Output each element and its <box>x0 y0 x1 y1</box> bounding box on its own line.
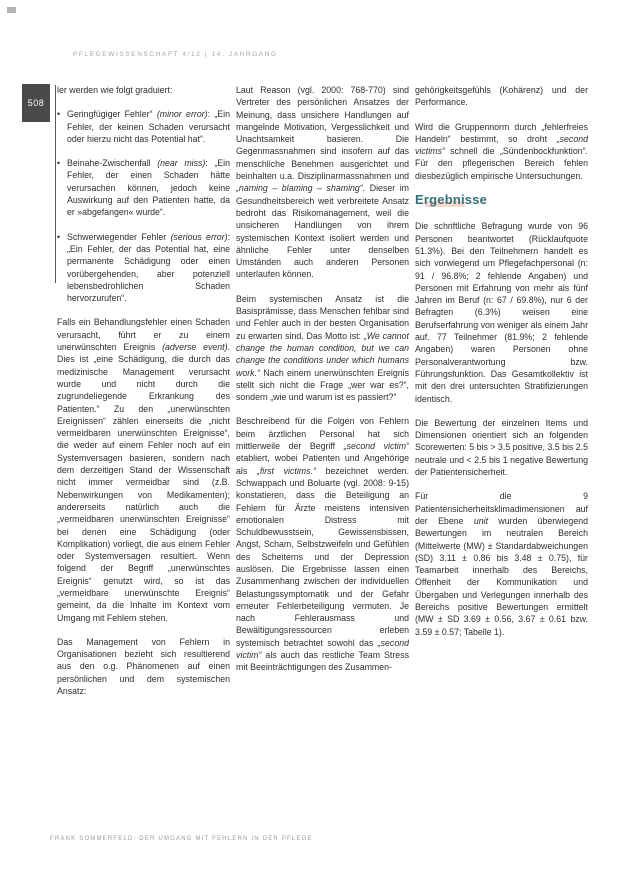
bullet-icon: • <box>57 158 61 169</box>
italic-text-segment: „second victims“ <box>415 133 588 157</box>
paragraph <box>415 121 588 182</box>
text-segment: Die schriftliche Befragung wurde von 96 Personen beantwortet (Rücklaufquote 51.3%). Bei den Teilnehmern handelt es sich vorwiegend um Pflegefachpersonal (n: 91 / 96.8%; 2 fehlende Angaben) und Personen mit Erfahrung von mehr als fünf Jahren im Beruf (n: 67 / 69.8%), nur 6 der Befragten (6.3%) weisen eine Berufserfahrung von weniger als einem Jahr auf. 77 Teilnehmer (81.9%; 2 fehlende Angaben) waren Personen ohne Personalverantwortung bzw. Führungsfunktion. Das Gesamtkollektiv ist mit den drei untersuchten Stratifizierungen identisch. <box>415 221 588 404</box>
italic-text-segment: „naming – blaming – shaming“ <box>236 183 363 194</box>
italic-text-segment: „second victim“ <box>236 637 409 661</box>
text-segment: Nach einem unerwünschten Ereignis stellt sich nicht die Frage „wer war es?“, sondern „wie und warum ist es passiert?“ <box>236 367 409 403</box>
italic-text-segment: „second victim“ <box>343 441 409 452</box>
bullet-item <box>57 231 230 305</box>
text-segment: Laut Reason (vgl. 2000: 768-770) sind Vertreter des persönlichen Ansatzes der Meinung, dass unsichere Handlungen auf mangelnde Motivation, Vergesslichkeit und Unachtsamkeit basieren. Die Gegenmassnahmen sind insofern auf das menschliche Benehmen ausgerichtet und beinhalten u.a. Disziplinarmassnahmen und <box>236 85 409 182</box>
text-segment: Wird die Gruppennorm durch „fehlerfreies Handeln“ bestimmt, so droht <box>415 121 588 144</box>
text-segment: Für die 9 Patientensicherheitsklimadimensionen auf der Ebene <box>415 491 588 526</box>
crop-mark-icon <box>7 7 16 13</box>
italic-text-segment: (adverse event) <box>162 342 228 353</box>
text-segment: etabliert, wobei Patienten und Angehörige als <box>236 453 409 476</box>
text-segment: Beschreibend für die Folgen von Fehlern beim ärztlichen Personal hat sich mittlerweile der Begriff <box>236 416 409 452</box>
section-heading-label: Ergebnisse <box>415 192 488 208</box>
bullet-icon: • <box>57 231 61 242</box>
paragraph <box>236 415 409 673</box>
paragraph <box>236 293 409 404</box>
text-segment: : „Ein Fehler, der keinen Schaden verursacht oder hierzu nicht das Potential hat“. <box>67 109 230 144</box>
text-segment: Beim systemischen Ansatz ist die Basisprämisse, dass Menschen fehlbar sind und Fehler auch in der besten Organisation zu erwarten sind. Das Motto ist: <box>236 293 409 341</box>
text-column-middle <box>236 84 409 829</box>
article-footer-line: FRANK SOMMERFELD: DER UMGANG MIT FEHLERN IN DER PFLEGE <box>50 836 313 842</box>
italic-text-segment: unit <box>473 515 489 526</box>
text-segment: gehörigkeitsgefühls (Kohärenz) und der Performance. <box>415 85 588 108</box>
italic-text-segment: (serious error) <box>170 231 228 242</box>
text-column-right <box>415 84 588 829</box>
italic-text-segment: (minor error) <box>156 109 208 120</box>
text-column-left <box>57 84 230 829</box>
text-segment: Das Management von Fehlern in Organisationen bezieht sich resultierend aus den o.g. Phänomenen auf einen persönlichen und dem systemischen Ansatz: <box>57 636 230 697</box>
text-segment: ler werden wie folgt graduiert: <box>57 85 173 95</box>
text-segment: bezeichnet werden. Schwappach und Boluarte (vgl. 2008: 9-15) konstatieren, dass die Beteiligung an Fehlern für Ärzte meistens intensiven emotionalen Distress mit Schuldbewusstsein, Gewissensbissen, Angst, Scham, Selbstzweifeln und Gefühlen des Scheiterns und der Depression auslösen. Die Ergebnisse lassen einen Zusammenhang zwischen der individuellen Belastungssymptomatik und der Gefahr erneuter Fehlerbeteiligung vermuten. Je nach Fehlerausmass und Bewältigungsressourcen erleben systemisch betrachtet sowohl das <box>236 465 409 648</box>
bullet-item <box>57 108 230 145</box>
section-heading <box>415 194 588 206</box>
text-segment: wurden überwiegend Bewertungen im neutralen Bereich (Mittelwerte (MW) ± Standardabweichungen (SD) 3.11 ± 0.86 bis 3.48 ± 0.75), für Teamarbeit innerhalb des Bereichs, Offenheit der Kommunikation und Übergaben und Verlegungen innerhalb des Bereichs positive Bewertungen ermittelt (MW ± SD 3.69 ± 0.56, 3.67 ± 0.61 bzw. 3.59 ± 0.57; Tabelle 1). <box>415 515 588 637</box>
text-segment: . Dieser im Gesundheitsbereich weit verbreitete Ansatz bedroht das Risikomanagement, weil die unsicheren Handlungen von ihrem systemischen Kontext isoliert werden und ähnliche Fehler unter denselben Umständen auch anderen Personen unterlaufen können. <box>236 183 409 280</box>
text-segment: . Dies ist „eine Schädigung, die durch das medizinische Management verursacht wurde und nicht durch die zugrundeliegende Erkrankung des Patienten.“ Zu den „unerwünschten Ereignissen“ zählen einerseits die „nicht vermeidbaren unerwünschten Ereignisse“, die weder auf einem Fehler noch auf ein Systemversagen basieren, sondern nach dem derzeitigen Stand der Wissenschaft nicht immer vermeidbar sind (z.B. Nebenwirkungen von Medikamenten); andererseits natürlich auch die „vermeidbaren unerwünschten Ereignisse“ bei denen eine Schädigung (oder Komplikation) vorliegt, die aus einem Fehler oder Systemversagen resultiert. Wenn folgend der Begriff „unerwünschtes Ereignis“ genutzt wird, so ist das „vermeidbare unerwünschte Ereignis“ gemeint, da die Inhalte im Kontext vom Umgang mit Fehlern stehen. <box>57 342 230 623</box>
bullet-item <box>57 157 230 218</box>
paragraph <box>57 316 230 623</box>
bullet-icon: • <box>57 109 61 120</box>
text-segment: Beinahe-Zwischenfall <box>67 158 158 169</box>
text-segment: : „Ein Fehler, der das Potential hat, eine permanente Schädigung oder einen vorübergehenden, aber potenziell lebensbedrohlichen Schaden hervorzurufen“. <box>67 231 230 304</box>
text-segment: : „Ein Fehler, der einen Schaden hätte verursachen können, jedoch keine Auswirkung auf den Patienten hatte, da er »abgefangen« wurde“. <box>67 158 230 218</box>
text-segment: Schwerwiegender Fehler <box>67 231 171 242</box>
paragraph <box>415 417 588 478</box>
italic-text-segment: (near miss) <box>157 158 206 169</box>
text-segment: schnell die „Sündenbockfunktion“. Für den pflegerischen Bereich fehlen diesbezüglich empirische Untersuchungen. <box>415 146 588 181</box>
paragraph <box>57 84 230 96</box>
paragraph <box>57 636 230 697</box>
italic-text-segment: „We cannot change the human condition, but we can change the conditions under which humans work.“ <box>236 330 409 378</box>
text-segment: Geringfügiger Fehler“ <box>67 109 157 120</box>
text-segment: Falls ein Behandlungsfehler einen Schaden verursacht, führt er zu einem unerwünschten Ereignis <box>57 317 230 353</box>
text-segment: als auch das restliche Team Stress mit Beeinträchtigungen des Zusammen- <box>236 650 409 673</box>
paragraph <box>236 84 409 281</box>
page-number-badge <box>22 84 50 122</box>
paragraph <box>415 490 588 638</box>
paragraph <box>415 220 588 404</box>
journal-header-line: PFLEGEWISSENSCHAFT 4/12 | 14. JAHRGANG <box>73 51 278 58</box>
italic-text-segment: „first victims.“ <box>256 465 316 476</box>
column-rule <box>55 85 56 283</box>
text-segment: Die Bewertung der einzelnen Items und Dimensionen orientiert sich an folgenden Scorewerten: 5 bis > 3.5 positive, 3.5 bis 2.5 neutrale und < 2.5 bis 1 negative Bewertung der Patientensicherheit. <box>415 417 588 478</box>
page-number: 508 <box>27 98 45 108</box>
paragraph <box>415 84 588 109</box>
